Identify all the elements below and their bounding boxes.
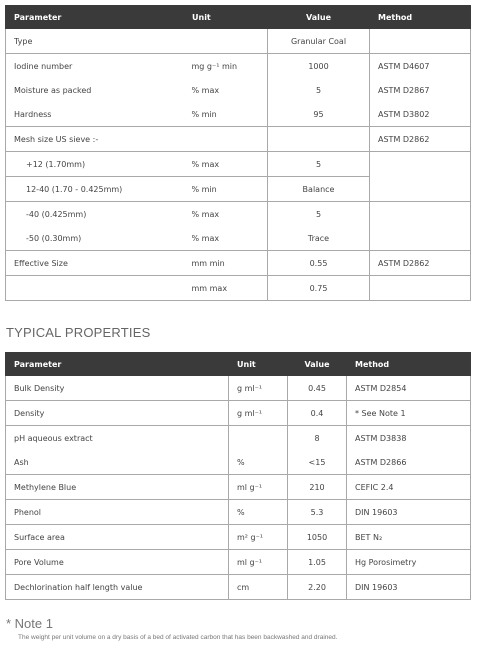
typical-properties-table <box>5 352 471 600</box>
value-cell: 95 <box>268 102 370 127</box>
unit-cell: mg g⁻¹ min <box>184 54 268 79</box>
param-cell: +12 (1.70mm) <box>6 152 184 177</box>
table-row <box>6 177 471 202</box>
unit-cell: mm max <box>184 276 268 301</box>
typical-properties-heading: TYPICAL PROPERTIES <box>6 325 151 340</box>
param-cell: Methylene Blue <box>6 475 229 500</box>
method-cell: DIN 19603 <box>347 500 471 525</box>
method-cell: ASTM D3802 <box>370 102 471 127</box>
param-cell: Iodine number <box>6 54 184 79</box>
table-row <box>6 152 471 177</box>
unit-cell: cm <box>229 575 288 600</box>
value-cell: 0.55 <box>268 251 370 276</box>
table-row <box>6 127 471 152</box>
method-cell: BET N₂ <box>347 525 471 550</box>
table-row <box>6 54 471 79</box>
method-cell <box>370 29 471 54</box>
param-cell: Surface area <box>6 525 229 550</box>
unit-cell: m² g⁻¹ <box>229 525 288 550</box>
unit-cell <box>184 29 268 54</box>
param-cell: Phenol <box>6 500 229 525</box>
method-cell: ASTM D2862 <box>370 127 471 152</box>
table-row <box>6 575 471 600</box>
method-cell <box>370 226 471 251</box>
table-row <box>6 450 471 475</box>
method-cell: ASTM D3838 <box>347 426 471 451</box>
header-method: Method <box>370 6 471 29</box>
value-cell: 210 <box>288 475 347 500</box>
value-cell: 1.05 <box>288 550 347 575</box>
value-cell: 0.45 <box>288 376 347 401</box>
value-cell: 2.20 <box>288 575 347 600</box>
unit-cell: ml g⁻¹ <box>229 475 288 500</box>
header-parameter: Parameter <box>6 6 184 29</box>
unit-cell: % min <box>184 102 268 127</box>
header-unit: Unit <box>229 353 288 376</box>
method-cell: ASTM D4607 <box>370 54 471 79</box>
unit-cell: g ml⁻¹ <box>229 401 288 426</box>
value-cell: 1000 <box>268 54 370 79</box>
param-cell: Density <box>6 401 229 426</box>
unit-cell: % max <box>184 226 268 251</box>
table-row <box>6 202 471 227</box>
table-row <box>6 401 471 426</box>
method-cell: ASTM D2854 <box>347 376 471 401</box>
method-cell <box>370 276 471 301</box>
value-cell: Trace <box>268 226 370 251</box>
method-cell: Hg Porosimetry <box>347 550 471 575</box>
value-cell: Balance <box>268 177 370 202</box>
unit-cell: % <box>229 450 288 475</box>
method-cell <box>370 202 471 227</box>
value-cell: 0.75 <box>268 276 370 301</box>
param-cell: Bulk Density <box>6 376 229 401</box>
unit-cell <box>184 127 268 152</box>
param-cell: Effective Size <box>6 251 184 276</box>
unit-cell: % max <box>184 202 268 227</box>
unit-cell: mm min <box>184 251 268 276</box>
table-row <box>6 550 471 575</box>
value-cell: 5 <box>268 202 370 227</box>
value-cell: <15 <box>288 450 347 475</box>
value-cell: 5 <box>268 78 370 102</box>
note-text: The weight per unit volume on a dry basis of a bed of activated carbon that has been backwashed and drained. <box>18 634 338 641</box>
unit-cell <box>229 426 288 451</box>
unit-cell: ml g⁻¹ <box>229 550 288 575</box>
table-header-row <box>6 353 471 376</box>
table-row <box>6 251 471 276</box>
table-row <box>6 102 471 127</box>
unit-cell: g ml⁻¹ <box>229 376 288 401</box>
method-cell: ASTM D2867 <box>370 78 471 102</box>
table-row <box>6 78 471 102</box>
table-row <box>6 226 471 251</box>
method-cell <box>370 152 471 177</box>
specifications-table <box>5 5 471 301</box>
header-value: Value <box>288 353 347 376</box>
method-cell: ASTM D2866 <box>347 450 471 475</box>
method-cell: DIN 19603 <box>347 575 471 600</box>
param-cell: Pore Volume <box>6 550 229 575</box>
unit-cell: % max <box>184 78 268 102</box>
param-cell <box>6 276 184 301</box>
method-cell: CEFIC 2.4 <box>347 475 471 500</box>
method-cell <box>370 177 471 202</box>
note-title: * Note 1 <box>6 616 53 631</box>
header-value: Value <box>268 6 370 29</box>
param-cell: Ash <box>6 450 229 475</box>
param-cell: Moisture as packed <box>6 78 184 102</box>
table-row <box>6 29 471 54</box>
param-cell: -40 (0.425mm) <box>6 202 184 227</box>
table-row <box>6 276 471 301</box>
unit-cell: % min <box>184 177 268 202</box>
value-cell: Granular Coal <box>268 29 370 54</box>
param-cell: pH aqueous extract <box>6 426 229 451</box>
param-cell: Type <box>6 29 184 54</box>
value-cell: 0.4 <box>288 401 347 426</box>
unit-cell: % <box>229 500 288 525</box>
header-unit: Unit <box>184 6 268 29</box>
method-cell: * See Note 1 <box>347 401 471 426</box>
value-cell: 5 <box>268 152 370 177</box>
param-cell: Dechlorination half length value <box>6 575 229 600</box>
header-parameter: Parameter <box>6 353 229 376</box>
param-cell: Hardness <box>6 102 184 127</box>
unit-cell: % max <box>184 152 268 177</box>
table-header-row <box>6 6 471 29</box>
method-cell: ASTM D2862 <box>370 251 471 276</box>
table-row <box>6 475 471 500</box>
value-cell: 8 <box>288 426 347 451</box>
param-cell: -50 (0.30mm) <box>6 226 184 251</box>
table-row <box>6 500 471 525</box>
value-cell: 5.3 <box>288 500 347 525</box>
value-cell: 1050 <box>288 525 347 550</box>
param-cell: Mesh size US sieve :- <box>6 127 184 152</box>
param-cell: 12-40 (1.70 - 0.425mm) <box>6 177 184 202</box>
header-method: Method <box>347 353 471 376</box>
value-cell <box>268 127 370 152</box>
table-row <box>6 426 471 451</box>
table-row <box>6 376 471 401</box>
table-row <box>6 525 471 550</box>
